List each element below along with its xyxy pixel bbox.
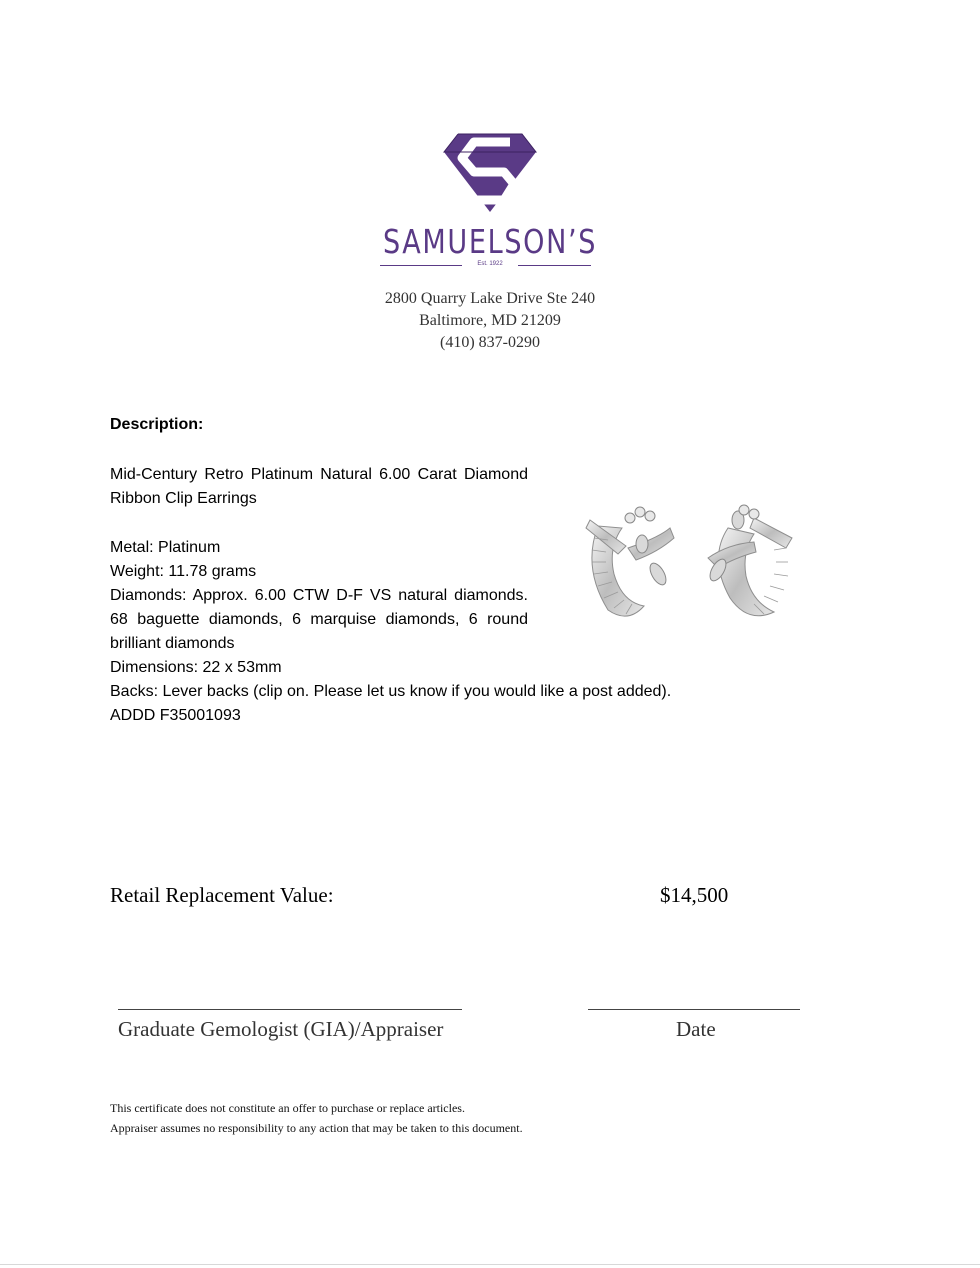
- address-line-1: 2800 Quarry Lake Drive Ste 240: [384, 290, 596, 307]
- dimensions-spec: Dimensions: 22 x 53mm: [110, 659, 282, 676]
- diamonds-spec: Diamonds: Approx. 6.00 CTW D-F VS natural diamonds. 68 baguette diamonds, 6 marquise diamonds, 6 round brilliant diamonds: [110, 587, 528, 652]
- samuelsons-diamond-s-logo: [440, 128, 540, 214]
- disclaimer-line-1: This certificate does not constitute an offer to purchase or replace articles.: [110, 1101, 465, 1115]
- appraiser-signature-line: [118, 1009, 462, 1010]
- page-bottom-border: [0, 1264, 980, 1265]
- brand-est: Est. 1922: [477, 261, 503, 267]
- left-earring: [586, 507, 674, 616]
- sku-number: ADDD F35001093: [110, 707, 241, 724]
- weight-spec: Weight: 11.78 grams: [110, 563, 257, 580]
- backs-spec: Backs: Lever backs (clip on. Please let us know if you would like a post added).: [110, 683, 672, 700]
- brand-name: SAMUELSON’S: [382, 222, 598, 261]
- metal-spec: Metal: Platinum: [110, 539, 221, 556]
- earrings-photo: [578, 498, 808, 628]
- retail-value-amount: $14,500: [660, 883, 729, 907]
- date-label: Date: [676, 1017, 716, 1041]
- appraiser-label: Graduate Gemologist (GIA)/Appraiser: [118, 1017, 444, 1041]
- brand-rule-left: [380, 265, 462, 266]
- item-title: Mid-Century Retro Platinum Natural 6.00 Carat Diamond Ribbon Clip Earrings: [110, 466, 528, 507]
- date-signature-line: [588, 1009, 800, 1010]
- right-earring: [707, 505, 792, 616]
- retail-value-label: Retail Replacement Value:: [110, 883, 334, 907]
- description-heading: Description:: [110, 416, 204, 433]
- address-line-2: Baltimore, MD 21209: [419, 312, 561, 329]
- disclaimer-line-2: Appraiser assumes no responsibility to any action that may be taken to this document.: [110, 1121, 523, 1135]
- phone-number: (410) 837-0290: [440, 334, 540, 351]
- brand-rule-right: [518, 265, 591, 266]
